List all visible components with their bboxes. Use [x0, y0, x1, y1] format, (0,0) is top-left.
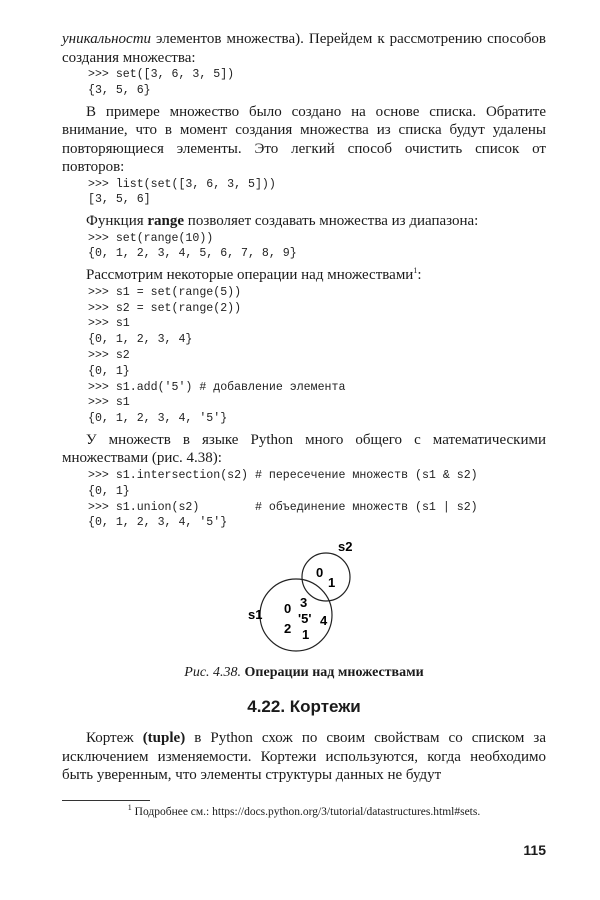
footnote-text: Подробнее см.: https://docs.python.org/3/tutorial/datastructures.html#sets. — [131, 806, 481, 818]
s1-element-0: 0 — [284, 601, 292, 617]
s2-element-0: 0 — [316, 565, 324, 581]
caption-prefix: Рис. 4.38. — [184, 665, 242, 681]
p3-post: позволяет создавать множества из диапазона: — [184, 213, 479, 230]
footnote-divider — [62, 800, 150, 801]
paragraph-4 — [62, 266, 546, 285]
p6-post: в Python схож по своим свойствам со списком за исключением изменяемости. Кортежи используются, когда необходимо быть уверенным, что элементы структуры данных не будут — [62, 730, 546, 784]
p3-bold: range — [147, 213, 185, 230]
figure-caption — [62, 665, 546, 681]
footnote-number: 1 — [127, 803, 132, 813]
code-block-2: >>> list(set([3, 6, 3, 5])) [3, 5, 6] — [88, 177, 276, 207]
p4-tail: : — [417, 267, 422, 284]
emphasis-text: уникальности — [62, 31, 152, 47]
label-s1: s1 — [248, 607, 263, 623]
section-title: 4.22. Кортежи — [247, 697, 361, 717]
s1-element-2: 2 — [284, 621, 292, 637]
page-body — [62, 30, 546, 785]
set-s2-circle — [302, 553, 350, 601]
paragraph-1-text: элементов множества). Перейдем к рассмотрению способов создания множества: — [62, 31, 546, 66]
s1-element-5: '5' — [298, 611, 312, 627]
code-block-5: >>> s1.intersection(s2) # пересечение множеств (s1 & s2) {0, 1} >>> s1.union(s2) # объединение множеств (s1 | s2) {0, 1, 2, 3, 4, '5'} — [88, 468, 478, 530]
p6-pre: Кортеж — [86, 730, 143, 747]
paragraph-1 — [62, 30, 546, 67]
paragraph-5: У множеств в языке Python много общего с математическими множествами (рис. 4.38): — [62, 431, 546, 467]
paragraph-3 — [62, 212, 546, 231]
s1-element-3: 3 — [300, 595, 308, 611]
footnote-ref: 1 — [413, 266, 418, 276]
paragraph-6 — [62, 729, 546, 785]
footnote — [62, 803, 546, 818]
code-block-3: >>> set(range(10)) {0, 1, 2, 3, 4, 5, 6, 7, 8, 9} — [88, 231, 297, 261]
caption-title: Операции над множествами — [241, 665, 424, 681]
p6-bold: (tuple) — [142, 730, 186, 747]
p3-pre: Функция — [86, 213, 148, 230]
label-s2: s2 — [338, 539, 353, 555]
s1-element-1: 1 — [302, 627, 310, 643]
venn-diagram — [62, 537, 546, 657]
code-block-1: >>> set([3, 6, 3, 5]) {3, 5, 6} — [88, 68, 235, 97]
s2-element-1: 1 — [328, 575, 336, 591]
s1-element-4: 4 — [320, 613, 328, 629]
page-number: 115 — [523, 842, 546, 858]
p4-text: Рассмотрим некоторые операции над множествами — [86, 267, 414, 284]
code-block-4: >>> s1 = set(range(5)) >>> s2 = set(range(2)) >>> s1 {0, 1, 2, 3, 4} >>> s2 {0, 1} >>> s1.add('5') # добавление элемента >>> s1 {0, 1, 2, 3, 4, '5'} — [88, 285, 346, 426]
paragraph-2: В примере множество было создано на основе списка. Обратите внимание, что в момент создания множества из списка будут удалены повторяющиеся элементы. Это легкий способ очистить список от повторов: — [62, 103, 546, 176]
